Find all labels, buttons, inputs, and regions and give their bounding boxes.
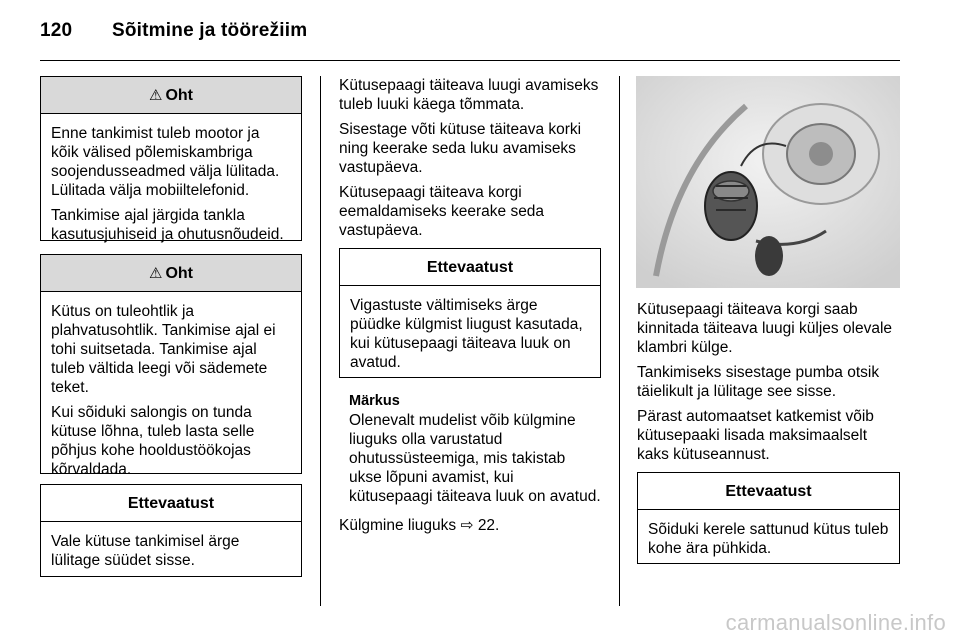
caution-box-title: Ettevaatust [638,473,899,510]
fuel-filler-cap-icon [636,76,900,288]
paragraph: Kütusepaagi täiteava korgi saab kinnitada täiteava luugi küljes olevale klambri külge. [637,301,893,356]
cross-reference: Külgmine liuguks ⇨ 22. [339,517,500,534]
warning-box-body: Enne tankimist tuleb mootor ja kõik välised põlemiskambriga soojendusseadmed välja lülitada. Lülitada välja mobiiltelefonid. Tankimise ajal järgida tankla kasutusjuhiseid ja ohutusnõudeid. [51,125,284,243]
warning-box-2 [40,254,302,478]
caution-box-body: Vigastuste vältimiseks ärge püüdke külgmist liugust kasutada, kui kütusepaagi täiteava luuk on avatud. [350,297,583,371]
warning-triangle-icon: ⚠ [149,264,163,282]
paragraph: Sisestage võti kütuse täiteava korki ning keerake seda luku avamiseks vastupäeva. [339,121,582,176]
caution-box-body: Sõiduki kerele sattunud kütus tuleb kohe ära pühkida. [648,521,889,557]
caution-box-1 [40,484,302,577]
fuel-cap-illustration [636,76,900,288]
warning-box-1 [40,76,302,241]
page-title: Sõitmine ja töörežiim [112,20,308,41]
page-reference-arrow-icon: ⇨ [460,517,474,534]
caution-box-2 [339,248,601,378]
column-divider-2 [619,76,620,606]
caution-box-body: Vale kütuse tankimisel ärge lülitage süüdet sisse. [51,533,240,569]
warning-box-title: ⚠ Oht [41,77,301,114]
paragraph: Pärast automaatset katkemist võib kütusepaaki lisada maksimaalselt kaks kütuseannust. [637,408,874,463]
note-block [339,392,601,506]
warning-box-body: Kütus on tuleohtlik ja plahvatusohtlik. Tankimise ajal ei tohi suitsetada. Tankimise ajal tuleb vältida leegi või sädemete teket. Kui sõiduki salongis on tunda kütuse lõhna, tuleb lasta selle põhjus kohe hooldustöökojas kõrvaldada. [51,303,276,478]
warning-triangle-icon: ⚠ [149,86,163,104]
watermark: carmanualsonline.info [725,610,946,635]
warning-box-title: ⚠ Oht [41,255,301,292]
paragraph: Kütusepaagi täiteava luugi avamiseks tuleb luuki käega tõmmata. [339,77,599,113]
header-rule [40,60,900,61]
note-label: Märkus [349,393,400,409]
caution-box-title: Ettevaatust [41,485,301,522]
caution-box-title: Ettevaatust [340,249,600,286]
page-number: 120 [40,20,73,41]
column-1 [40,76,302,577]
column-2 [339,76,601,541]
column-3 [637,300,900,564]
page-header [40,20,307,42]
note-text: Olenevalt mudelist võib külgmine liuguks olla varustatud ohutussüsteemiga, mis takistab ukse lõpuni avamist, kui kütusepaagi täiteava luuk on avatud. [349,412,601,505]
paragraph: Tankimiseks sisestage pumba otsik täielikult ja lülitage see sisse. [637,364,880,400]
caution-box-3 [637,472,900,564]
paragraph: Kütusepaagi täiteava korgi eemaldamiseks keerake seda vastupäeva. [339,184,545,239]
column-divider-1 [320,76,321,606]
